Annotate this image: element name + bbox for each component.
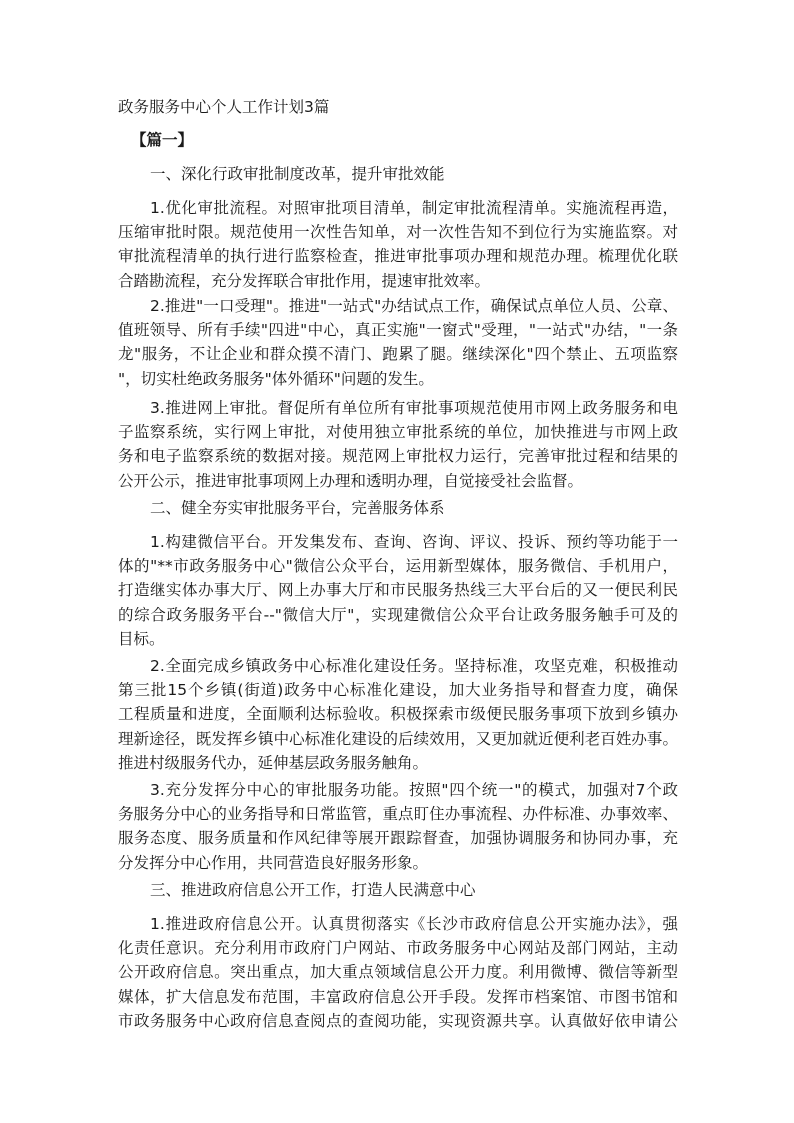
paragraph-line: 目标。	[118, 629, 165, 648]
paragraph-line: 分发挥分中心作用，共同营造良好服务形象。	[118, 853, 429, 872]
paragraph-line: 的综合政务服务平台--"微信大厅"，实现建微信公众平台让政务服务触手可及的	[118, 605, 678, 624]
paragraph-line: 3.推进网上审批。督促所有单位所有审批事项规范使用市网上政务服务和电	[150, 399, 678, 417]
paragraph-line: 理新途径，既发挥乡镇中心标准化建设的后续效用，又更加就近便利老百姓办事。	[118, 729, 678, 748]
paragraph	[118, 654, 678, 775]
paragraph-line: 子监察系统，实行网上审批，对使用独立审批系统的单位，加快推进与市网上政	[118, 423, 678, 442]
paragraph-line: 审批流程清单的执行进行监察检查，推进审批事项办理和规范办理。梳理优化联	[118, 247, 678, 266]
paragraph-line: 媒体，扩大信息发布范围，丰富政府信息公开手段。发挥市档案馆、市图书馆和	[118, 987, 678, 1006]
section-heading-2: 二、健全夯实审批服务平台，完善服务体系	[150, 499, 445, 517]
paragraph-line: 化责任意识。充分利用市政府门户网站、市政务服务中心网站及部门网站，主动	[118, 939, 678, 958]
paragraph-line: 1.推进政府信息公开。认真贯彻落实《长沙市政府信息公开实施办法》，强	[150, 915, 678, 933]
section-heading-1: 一、深化行政审批制度改革，提升审批效能	[150, 165, 445, 183]
paragraph-line: 体的"**市政务服务中心"微信公众平台，运用新型媒体，服务微信、手机用户，	[118, 557, 678, 576]
paragraph-line: 公开政府信息。突出重点，加大重点领域信息公开力度。利用微博、微信等新型	[118, 963, 678, 982]
paragraph-line: 打造继实体办事大厅、网上办事大厅和市民服务热线三大平台后的又一便民利民	[118, 581, 678, 600]
paragraph-line: 市政务服务中心政府信息查阅点的查阅功能，实现资源共享。认真做好依申请公	[118, 1011, 678, 1030]
paragraph-line: 服务态度、服务质量和作风纪律等展开跟踪督查，加强协调服务和协同办事，充	[118, 829, 678, 848]
paragraph-line: 合踏勘流程，充分发挥联合审批作用，提速审批效率。	[118, 271, 491, 290]
paragraph-line: 3.充分发挥分中心的审批服务功能。按照"四个统一"的模式，加强对7个政	[150, 781, 678, 799]
part-heading: 【篇一】	[131, 131, 194, 149]
paragraph	[118, 196, 678, 293]
paragraph-line: 1.构建微信平台。开发集发布、查询、咨询、评议、投诉、预约等功能于一	[150, 533, 678, 551]
paragraph	[118, 530, 678, 651]
paragraph	[118, 778, 678, 875]
paragraph-line: 公开公示，推进审批事项网上办理和透明办理，自觉接受社会监督。	[118, 471, 584, 490]
paragraph-line: 龙"服务，不让企业和群众摸不清门、跑累了腿。继续深化"四个禁止、五项监察	[118, 345, 678, 364]
paragraph-line: 工程质量和进度，全面顺利达标验收。积极探索市级便民服务事项下放到乡镇办	[118, 705, 678, 724]
paragraph-line: 值班领导、所有手续"四进"中心，真正实施"一窗式"受理，"一站式"办结，"一条	[118, 321, 678, 340]
paragraph	[118, 396, 678, 493]
paragraph-line: 务服务分中心的业务指导和日常监管，重点盯住办事流程、办件标准、办事效率、	[118, 805, 678, 824]
section-heading-3: 三、推进政府信息公开工作，打造人民满意中心	[150, 881, 476, 899]
paragraph-line: 务和电子监察系统的数据对接。规范网上审批权力运行，完善审批过程和结果的	[118, 447, 678, 466]
paragraph	[118, 912, 678, 1033]
paragraph-line: 第三批15个乡镇(街道)政务中心标准化建设，加大业务指导和督查力度，确保	[118, 681, 678, 700]
paragraph-line: 1.优化审批流程。对照审批项目清单，制定审批流程清单。实施流程再造，	[150, 199, 678, 217]
paragraph-line: 2.推进"一口受理"。推进"一站式"办结试点工作，确保试点单位人员、公章、	[150, 297, 678, 315]
paragraph-line: "，切实杜绝政务服务"体外循环"问题的发生。	[118, 369, 434, 388]
document-title: 政务服务中心个人工作计划3篇	[118, 98, 330, 116]
paragraph	[118, 294, 678, 391]
paragraph-line: 2.全面完成乡镇政务中心标准化建设任务。坚持标准，攻坚克难，积极推动	[150, 657, 678, 675]
paragraph-line: 推进村级服务代办，延伸基层政务服务触角。	[118, 753, 429, 772]
paragraph-line: 压缩审批时限。规范使用一次性告知单，对一次性告知不到位行为实施监察。对	[118, 223, 678, 242]
